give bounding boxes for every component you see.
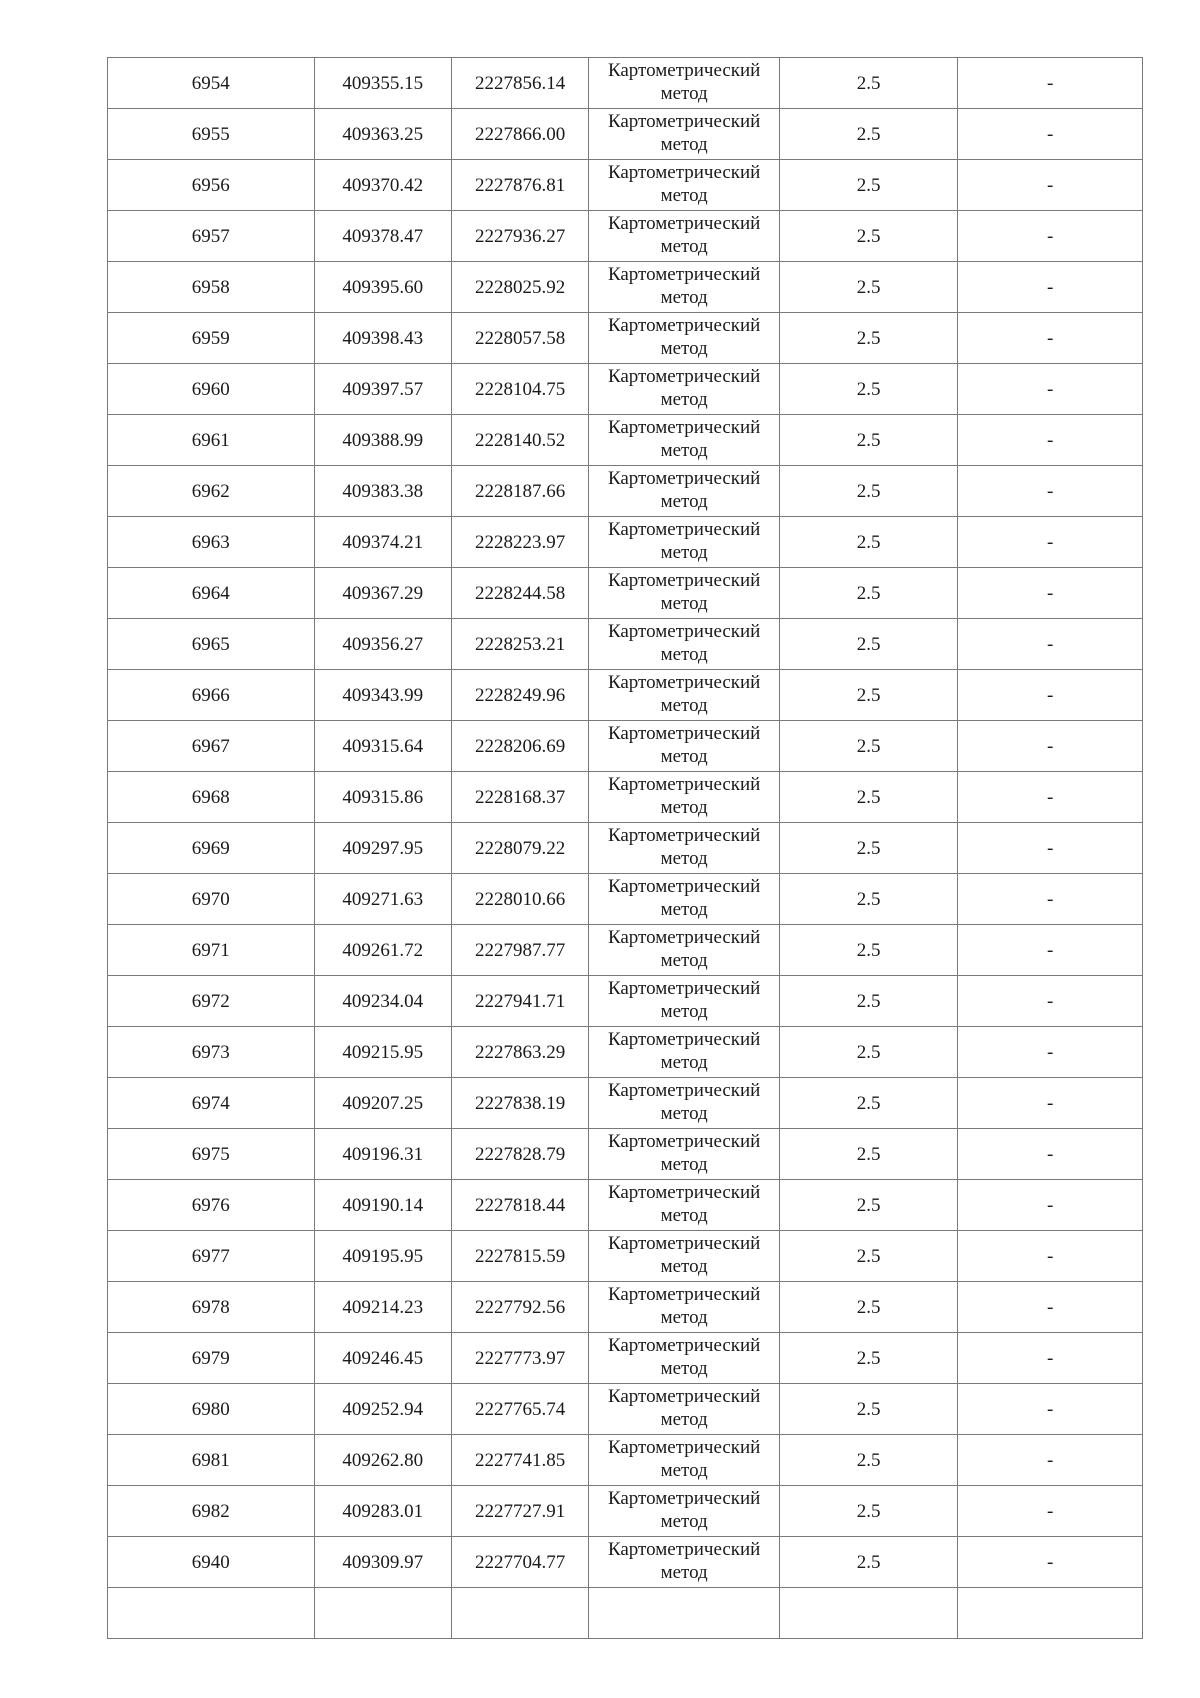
method-text-line: метод [660,1001,708,1022]
method-cell [589,772,780,823]
method-cell [589,415,780,466]
x-coordinate-cell: 409374.21 [314,517,451,568]
method-text-line: Картометрический [607,315,761,336]
table-row [108,1486,1143,1537]
accuracy-cell: 2.5 [779,874,958,925]
method-text-line: метод [660,83,708,104]
accuracy-cell: 2.5 [779,823,958,874]
y-coordinate-cell: 2227828.79 [451,1129,588,1180]
table-row [108,1180,1143,1231]
accuracy-cell: 2.5 [779,160,958,211]
method-cell [589,619,780,670]
point-number-cell: 6956 [108,160,315,211]
method-text-line: Картометрический [607,1080,761,1101]
point-number-cell: 6975 [108,1129,315,1180]
x-coordinate-cell: 409356.27 [314,619,451,670]
y-coordinate-cell: 2228168.37 [451,772,588,823]
note-cell: - [958,721,1143,772]
accuracy-cell: 2.5 [779,1231,958,1282]
method-text-line: Картометрический [607,1182,761,1203]
method-cell [589,1129,780,1180]
y-coordinate-cell: 2228104.75 [451,364,588,415]
method-text-line: Картометрический [607,519,761,540]
method-text-line: метод [660,287,708,308]
y-coordinate-cell: 2227936.27 [451,211,588,262]
table-row [108,619,1143,670]
note-cell: - [958,1231,1143,1282]
x-coordinate-cell: 409395.60 [314,262,451,313]
x-coordinate-cell: 409398.43 [314,313,451,364]
method-cell [589,313,780,364]
note-cell: - [958,1333,1143,1384]
point-number-cell: 6978 [108,1282,315,1333]
y-coordinate-cell: 2227792.56 [451,1282,588,1333]
method-text-line: метод [660,1409,708,1430]
x-coordinate-cell: 409252.94 [314,1384,451,1435]
x-coordinate-cell: 409383.38 [314,466,451,517]
point-number-cell: 6966 [108,670,315,721]
method-cell [589,1180,780,1231]
x-coordinate-cell: 409283.01 [314,1486,451,1537]
table-row [108,568,1143,619]
note-cell: - [958,1384,1143,1435]
method-cell [589,1231,780,1282]
point-number-cell: 6970 [108,874,315,925]
empty-cell [314,1588,451,1639]
method-text-line: метод [660,1511,708,1532]
x-coordinate-cell: 409309.97 [314,1537,451,1588]
coordinates-table-body [108,58,1143,1639]
table-row [108,925,1143,976]
accuracy-cell: 2.5 [779,976,958,1027]
point-number-cell: 6976 [108,1180,315,1231]
method-text-line: метод [660,1205,708,1226]
y-coordinate-cell: 2227987.77 [451,925,588,976]
method-cell [589,976,780,1027]
y-coordinate-cell: 2228025.92 [451,262,588,313]
method-text-line: Картометрический [607,672,761,693]
y-coordinate-cell: 2227941.71 [451,976,588,1027]
x-coordinate-cell: 409190.14 [314,1180,451,1231]
accuracy-cell: 2.5 [779,109,958,160]
y-coordinate-cell: 2227863.29 [451,1027,588,1078]
point-number-cell: 6971 [108,925,315,976]
method-text-line: Картометрический [607,162,761,183]
method-text-line: Картометрический [607,825,761,846]
table-row [108,1027,1143,1078]
accuracy-cell: 2.5 [779,1486,958,1537]
y-coordinate-cell: 2228244.58 [451,568,588,619]
point-number-cell: 6972 [108,976,315,1027]
method-cell [589,670,780,721]
x-coordinate-cell: 409367.29 [314,568,451,619]
note-cell: - [958,211,1143,262]
y-coordinate-cell: 2227741.85 [451,1435,588,1486]
note-cell: - [958,160,1143,211]
method-text-line: метод [660,899,708,920]
note-cell: - [958,415,1143,466]
table-row [108,109,1143,160]
method-text-line: Картометрический [607,1539,761,1560]
method-text-line: Картометрический [607,876,761,897]
x-coordinate-cell: 409363.25 [314,109,451,160]
empty-cell [779,1588,958,1639]
y-coordinate-cell: 2228079.22 [451,823,588,874]
table-row [108,1537,1143,1588]
y-coordinate-cell: 2228010.66 [451,874,588,925]
table-row [108,58,1143,109]
method-text-line: Картометрический [607,264,761,285]
accuracy-cell: 2.5 [779,721,958,772]
y-coordinate-cell: 2227838.19 [451,1078,588,1129]
note-cell: - [958,1486,1143,1537]
point-number-cell: 6962 [108,466,315,517]
x-coordinate-cell: 409297.95 [314,823,451,874]
table-row [108,874,1143,925]
method-text-line: Картометрический [607,366,761,387]
note-cell: - [958,58,1143,109]
empty-cell [108,1588,315,1639]
method-cell [589,211,780,262]
y-coordinate-cell: 2228187.66 [451,466,588,517]
method-text-line: Картометрический [607,927,761,948]
point-number-cell: 6973 [108,1027,315,1078]
coordinates-table [107,57,1143,1639]
method-text-line: метод [660,236,708,257]
y-coordinate-cell: 2227773.97 [451,1333,588,1384]
accuracy-cell: 2.5 [779,517,958,568]
point-number-cell: 6967 [108,721,315,772]
y-coordinate-cell: 2227818.44 [451,1180,588,1231]
method-cell [589,466,780,517]
method-text-line: метод [660,1256,708,1277]
accuracy-cell: 2.5 [779,466,958,517]
method-cell [589,1282,780,1333]
table-row [108,1129,1143,1180]
method-cell [589,1333,780,1384]
method-text-line: метод [660,491,708,512]
table-row [108,211,1143,262]
table-row [108,517,1143,568]
method-text-line: метод [660,644,708,665]
point-number-cell: 6963 [108,517,315,568]
note-cell: - [958,262,1143,313]
point-number-cell: 6940 [108,1537,315,1588]
empty-table-row [108,1588,1143,1639]
point-number-cell: 6977 [108,1231,315,1282]
table-row [108,772,1143,823]
method-text-line: Картометрический [607,774,761,795]
table-row [108,976,1143,1027]
method-text-line: Картометрический [607,723,761,744]
point-number-cell: 6957 [108,211,315,262]
accuracy-cell: 2.5 [779,58,958,109]
method-text-line: Картометрический [607,1488,761,1509]
note-cell: - [958,517,1143,568]
y-coordinate-cell: 2228206.69 [451,721,588,772]
method-cell [589,1384,780,1435]
method-cell [589,262,780,313]
method-text-line: Картометрический [607,978,761,999]
y-coordinate-cell: 2227876.81 [451,160,588,211]
method-text-line: метод [660,848,708,869]
note-cell: - [958,823,1143,874]
x-coordinate-cell: 409262.80 [314,1435,451,1486]
accuracy-cell: 2.5 [779,925,958,976]
accuracy-cell: 2.5 [779,262,958,313]
method-text-line: Картометрический [607,111,761,132]
method-text-line: метод [660,542,708,563]
method-cell [589,1078,780,1129]
method-text-line: Картометрический [607,213,761,234]
accuracy-cell: 2.5 [779,1435,958,1486]
x-coordinate-cell: 409271.63 [314,874,451,925]
method-text-line: Картометрический [607,1437,761,1458]
x-coordinate-cell: 409261.72 [314,925,451,976]
point-number-cell: 6958 [108,262,315,313]
method-text-line: Картометрический [607,570,761,591]
x-coordinate-cell: 409195.95 [314,1231,451,1282]
x-coordinate-cell: 409355.15 [314,58,451,109]
method-text-line: Картометрический [607,1284,761,1305]
note-cell: - [958,568,1143,619]
accuracy-cell: 2.5 [779,1537,958,1588]
accuracy-cell: 2.5 [779,1129,958,1180]
accuracy-cell: 2.5 [779,313,958,364]
x-coordinate-cell: 409388.99 [314,415,451,466]
method-cell [589,1537,780,1588]
table-row [108,1078,1143,1129]
y-coordinate-cell: 2227704.77 [451,1537,588,1588]
table-row [108,466,1143,517]
point-number-cell: 6980 [108,1384,315,1435]
method-text-line: метод [660,950,708,971]
point-number-cell: 6964 [108,568,315,619]
method-text-line: метод [660,1052,708,1073]
point-number-cell: 6961 [108,415,315,466]
note-cell: - [958,1180,1143,1231]
y-coordinate-cell: 2228223.97 [451,517,588,568]
table-row [108,1384,1143,1435]
x-coordinate-cell: 409343.99 [314,670,451,721]
note-cell: - [958,364,1143,415]
method-text-line: метод [660,593,708,614]
x-coordinate-cell: 409207.25 [314,1078,451,1129]
point-number-cell: 6960 [108,364,315,415]
method-text-line: Картометрический [607,1131,761,1152]
table-row [108,364,1143,415]
x-coordinate-cell: 409246.45 [314,1333,451,1384]
method-text-line: Картометрический [607,1386,761,1407]
accuracy-cell: 2.5 [779,1333,958,1384]
accuracy-cell: 2.5 [779,1027,958,1078]
y-coordinate-cell: 2227727.91 [451,1486,588,1537]
method-text-line: метод [660,389,708,410]
table-row [108,1231,1143,1282]
method-text-line: метод [660,1358,708,1379]
note-cell: - [958,466,1143,517]
empty-cell [958,1588,1143,1639]
x-coordinate-cell: 409234.04 [314,976,451,1027]
table-row [108,313,1143,364]
x-coordinate-cell: 409214.23 [314,1282,451,1333]
method-text-line: метод [660,746,708,767]
method-cell [589,109,780,160]
note-cell: - [958,109,1143,160]
method-text-line: Картометрический [607,1233,761,1254]
method-cell [589,874,780,925]
table-row [108,1435,1143,1486]
method-text-line: метод [660,695,708,716]
table-row [108,415,1143,466]
method-cell [589,925,780,976]
y-coordinate-cell: 2228140.52 [451,415,588,466]
method-text-line: Картометрический [607,1335,761,1356]
method-cell [589,1435,780,1486]
table-row [108,262,1143,313]
method-text-line: Картометрический [607,468,761,489]
method-text-line: метод [660,134,708,155]
method-text-line: Картометрический [607,60,761,81]
method-text-line: Картометрический [607,1029,761,1050]
point-number-cell: 6981 [108,1435,315,1486]
method-cell [589,58,780,109]
method-cell [589,568,780,619]
method-text-line: метод [660,1154,708,1175]
empty-cell [589,1588,780,1639]
y-coordinate-cell: 2228057.58 [451,313,588,364]
method-cell [589,721,780,772]
table-row [108,721,1143,772]
accuracy-cell: 2.5 [779,619,958,670]
note-cell: - [958,1129,1143,1180]
note-cell: - [958,1078,1143,1129]
note-cell: - [958,670,1143,721]
y-coordinate-cell: 2228249.96 [451,670,588,721]
accuracy-cell: 2.5 [779,1282,958,1333]
x-coordinate-cell: 409315.86 [314,772,451,823]
empty-cell [451,1588,588,1639]
accuracy-cell: 2.5 [779,415,958,466]
point-number-cell: 6969 [108,823,315,874]
method-cell [589,517,780,568]
method-cell [589,823,780,874]
x-coordinate-cell: 409378.47 [314,211,451,262]
method-text-line: Картометрический [607,621,761,642]
point-number-cell: 6959 [108,313,315,364]
table-row [108,160,1143,211]
note-cell: - [958,1027,1143,1078]
point-number-cell: 6965 [108,619,315,670]
method-text-line: метод [660,338,708,359]
y-coordinate-cell: 2227765.74 [451,1384,588,1435]
point-number-cell: 6979 [108,1333,315,1384]
y-coordinate-cell: 2227856.14 [451,58,588,109]
method-text-line: метод [660,440,708,461]
note-cell: - [958,313,1143,364]
note-cell: - [958,976,1143,1027]
accuracy-cell: 2.5 [779,1384,958,1435]
method-text-line: метод [660,185,708,206]
x-coordinate-cell: 409215.95 [314,1027,451,1078]
x-coordinate-cell: 409370.42 [314,160,451,211]
point-number-cell: 6974 [108,1078,315,1129]
note-cell: - [958,874,1143,925]
table-row [108,1333,1143,1384]
note-cell: - [958,619,1143,670]
x-coordinate-cell: 409397.57 [314,364,451,415]
accuracy-cell: 2.5 [779,1180,958,1231]
method-text-line: метод [660,1460,708,1481]
note-cell: - [958,1537,1143,1588]
y-coordinate-cell: 2227866.00 [451,109,588,160]
point-number-cell: 6954 [108,58,315,109]
y-coordinate-cell: 2228253.21 [451,619,588,670]
y-coordinate-cell: 2227815.59 [451,1231,588,1282]
accuracy-cell: 2.5 [779,670,958,721]
accuracy-cell: 2.5 [779,364,958,415]
accuracy-cell: 2.5 [779,772,958,823]
method-cell [589,1486,780,1537]
accuracy-cell: 2.5 [779,211,958,262]
point-number-cell: 6982 [108,1486,315,1537]
x-coordinate-cell: 409315.64 [314,721,451,772]
accuracy-cell: 2.5 [779,1078,958,1129]
method-text-line: метод [660,1103,708,1124]
method-cell [589,160,780,211]
table-row [108,1282,1143,1333]
note-cell: - [958,1282,1143,1333]
table-row [108,670,1143,721]
method-text-line: метод [660,797,708,818]
method-cell [589,364,780,415]
method-cell [589,1027,780,1078]
method-text-line: Картометрический [607,417,761,438]
point-number-cell: 6968 [108,772,315,823]
method-text-line: метод [660,1307,708,1328]
method-text-line: метод [660,1562,708,1583]
note-cell: - [958,1435,1143,1486]
x-coordinate-cell: 409196.31 [314,1129,451,1180]
point-number-cell: 6955 [108,109,315,160]
table-row [108,823,1143,874]
note-cell: - [958,925,1143,976]
accuracy-cell: 2.5 [779,568,958,619]
note-cell: - [958,772,1143,823]
